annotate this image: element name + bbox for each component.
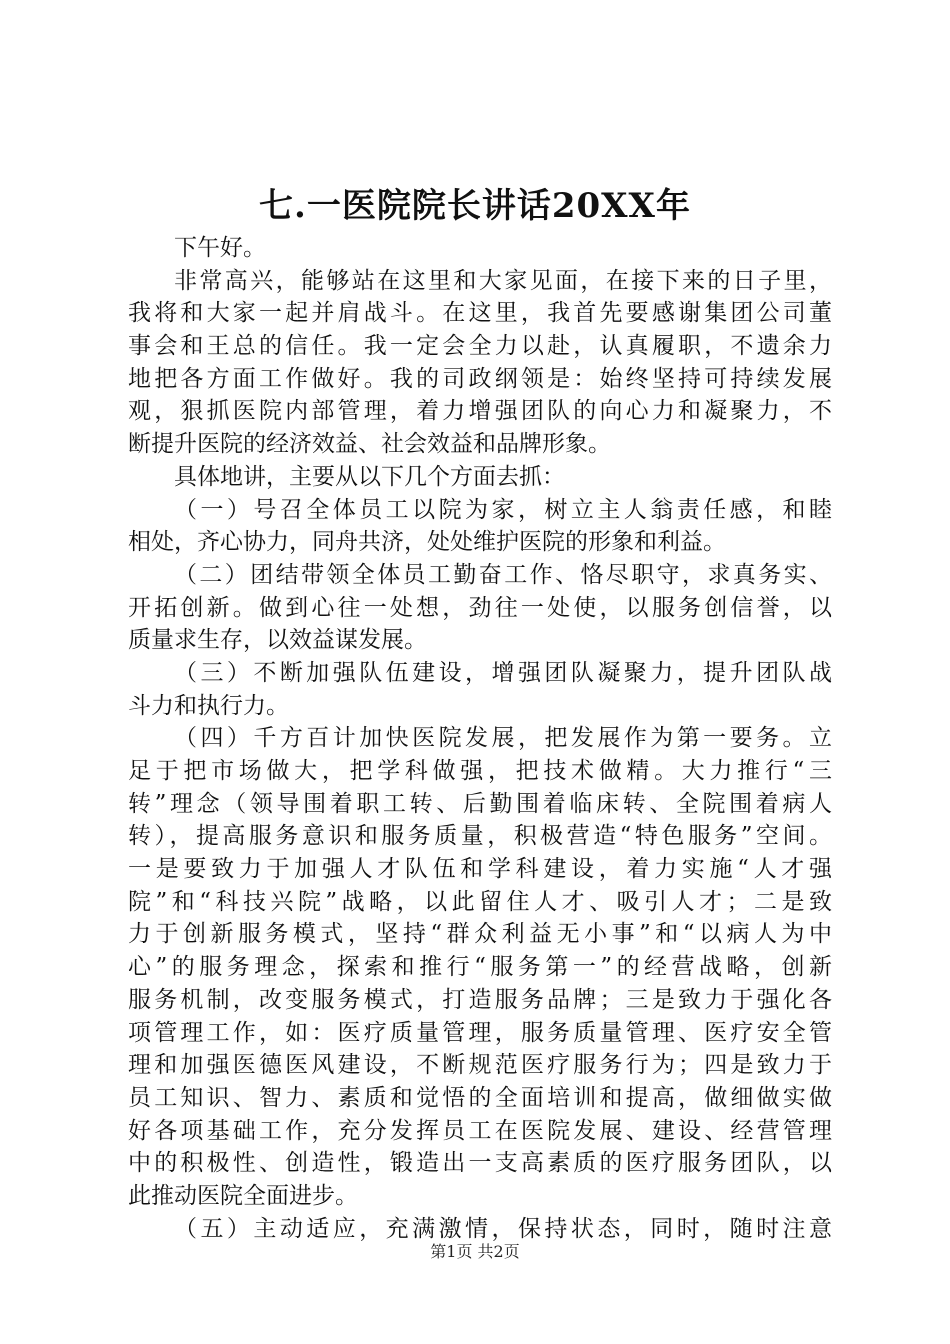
body-line: 相处，齐心协力，同舟共济，处处维护医院的形象和利益。 [128,529,726,556]
body-line: 转”理念（领导围着职工转、后勤围着临床转、全院围着病人 [128,790,832,817]
body-line: 观，狠抓医院内部管理，着力增强团队的向心力和凝聚力，不 [128,398,832,425]
body-line: 服务机制，改变服务模式，打造服务品牌；三是致力于强化各 [128,986,832,1013]
body-line: （四）千方百计加快医院发展，把发展作为第一要务。立 [174,725,832,752]
body-line: 一是要致力于加强人才队伍和学科建设，着力实施“人才强 [128,856,832,883]
body-line: （五）主动适应，充满激情，保持状态，同时，随时注意 [174,1215,832,1242]
body-line: 地把各方面工作做好。我的司政纲领是：始终坚持可持续发展 [128,365,832,392]
body-line: 下午好。 [174,235,266,261]
body-line: （一）号召全体员工以院为家，树立主人翁责任感，和睦 [174,496,832,523]
body-line: 中的积极性、创造性，锻造出一支高素质的医疗服务团队，以 [128,1150,832,1177]
body-line: （二）团结带领全体员工勤奋工作、恪尽职守，求真务实、 [174,561,832,588]
body-line: 我将和大家一起并肩战斗。在这里，我首先要感谢集团公司董 [128,300,832,327]
document-title: 七.一医院院长讲话20XX年 [259,186,691,226]
body-line: 此推动医院全面进步。 [128,1182,358,1209]
body-line: 项管理工作，如：医疗质量管理，服务质量管理、医疗安全管 [128,1019,832,1046]
body-line: 开拓创新。做到心往一处想，劲往一处使，以服务创信誉，以 [128,594,832,621]
body-line: 斗力和执行力。 [128,692,289,719]
page-number-footer: 第1页 共2页 [430,1242,520,1261]
body-line: 足于把市场做大，把学科做强，把技术做精。大力推行“三 [128,758,832,784]
body-line: 力于创新服务模式，坚持“群众利益无小事”和“以病人为中 [128,921,832,948]
body-line: （三）不断加强队伍建设，增强团队凝聚力，提升团队战 [174,659,832,686]
document-body [128,232,832,1245]
body-line: 好各项基础工作，充分发挥员工在医院发展、建设、经营管理 [128,1117,832,1144]
body-line: 断提升医院的经济效益、社会效益和品牌形象。 [128,431,611,458]
body-line: 具体地讲，主要从以下几个方面去抓： [174,463,565,490]
body-line: 质量求生存，以效益谋发展。 [128,627,427,654]
body-line: 员工知识、智力、素质和觉悟的全面培训和提高，做细做实做 [128,1084,832,1111]
body-line: 心”的服务理念，探索和推行“服务第一”的经营战略，创新 [128,954,832,981]
body-line: 非常高兴，能够站在这里和大家见面，在接下来的日子里， [174,267,832,294]
body-line: 转），提高服务意识和服务质量，积极营造“特色服务”空间。 [128,823,832,850]
body-line: 事会和王总的信任。我一定会全力以赴，认真履职，不遗余力 [128,333,832,360]
body-line: 理和加强医德医风建设，不断规范医疗服务行为；四是致力于 [128,1052,832,1079]
body-line: 院”和“科技兴院”战略，以此留住人才、吸引人才；二是致 [128,888,832,915]
